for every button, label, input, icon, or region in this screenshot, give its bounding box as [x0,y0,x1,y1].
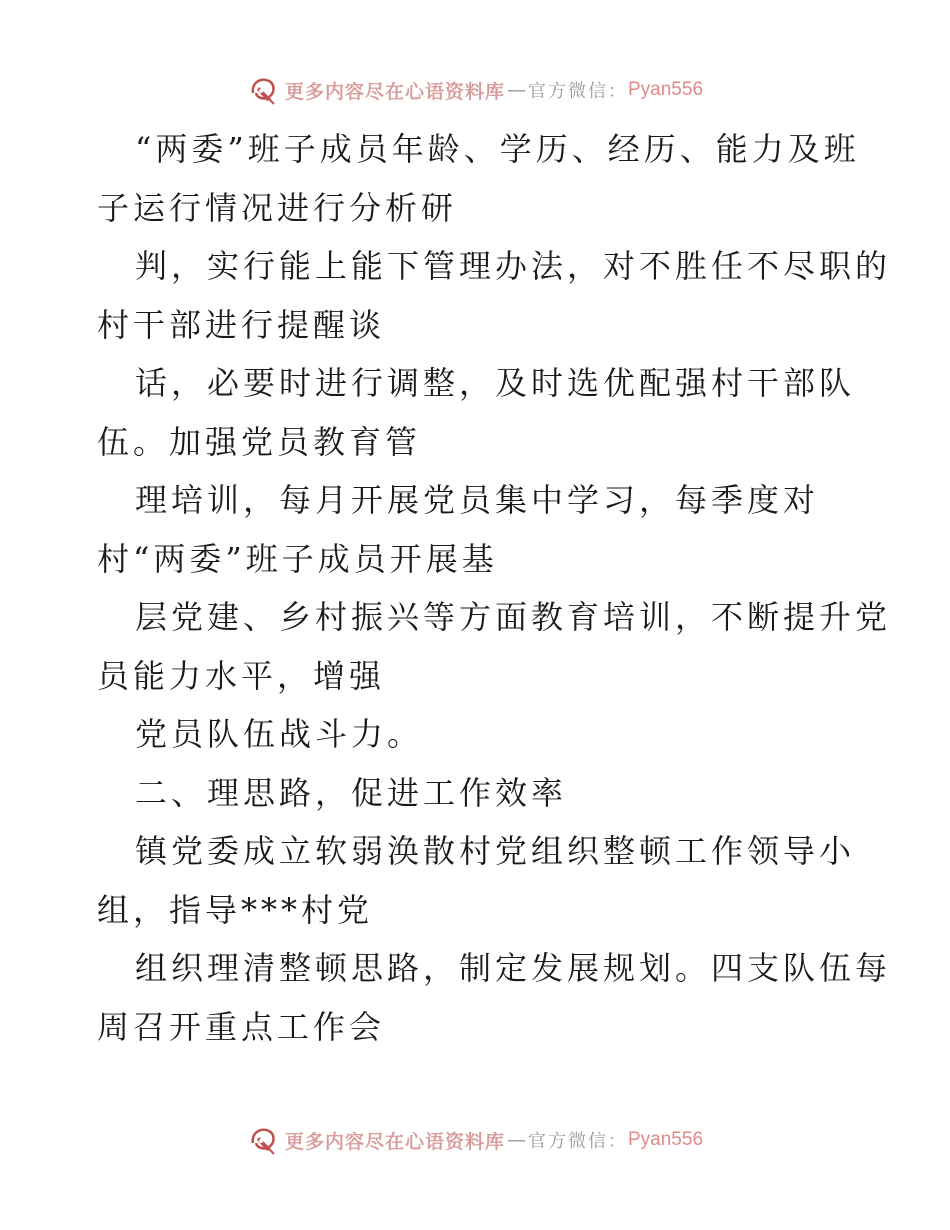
watermark-main-text: 更多内容尽在心语资料库 [284,80,505,103]
watermark-wechat-id: Pyan556 [628,1129,704,1150]
text-line: “两委”班子成员年龄、学历、经历、能力及班 [135,130,860,168]
text-line: 话，必要时进行调整，及时选优配强村干部队 [135,364,856,402]
footer-watermark [0,1120,950,1160]
watermark-dash: — [507,79,526,101]
text-line: 层党建、乡村振兴等方面教育培训，不断提升党 [135,598,892,636]
section-heading: 二、理思路，促进工作效率 [135,773,568,812]
text-line: 组织理清整顿思路，制定发展规划。四支队伍每 [135,949,892,987]
text-line: 党员队伍战斗力。 [135,715,424,753]
text-line: 周召开重点工作会 [97,1007,386,1046]
text-line: 员能力水平，增强 [97,656,386,695]
text-line: 组，指导***村党 [97,890,374,929]
text-line: 理培训，每月开展党员集中学习，每季度对 [135,481,820,519]
document-body [97,120,892,1056]
header-watermark [0,70,950,110]
text-line: 村干部进行提醒谈 [97,305,386,344]
watermark-main-text: 更多内容尽在心语资料库 [284,1130,505,1153]
watermark-wechat-id: Pyan556 [628,79,704,100]
watermark-sub-text: 官方微信： [528,81,628,102]
pen-nib-swirl-icon [247,1123,281,1157]
text-line: 子运行情况进行分析研 [97,188,458,227]
watermark-dash: — [507,1129,526,1151]
text-line: 判，实行能上能下管理办法，对不胜任不尽职的 [135,247,892,285]
pen-nib-swirl-icon [247,73,281,107]
text-line: 镇党委成立软弱涣散村党组织整顿工作领导小 [135,832,856,870]
text-line: 村“两委”班子成员开展基 [97,539,498,578]
text-line: 伍。加强党员教育管 [97,422,422,461]
watermark-sub-text: 官方微信： [528,1131,628,1152]
